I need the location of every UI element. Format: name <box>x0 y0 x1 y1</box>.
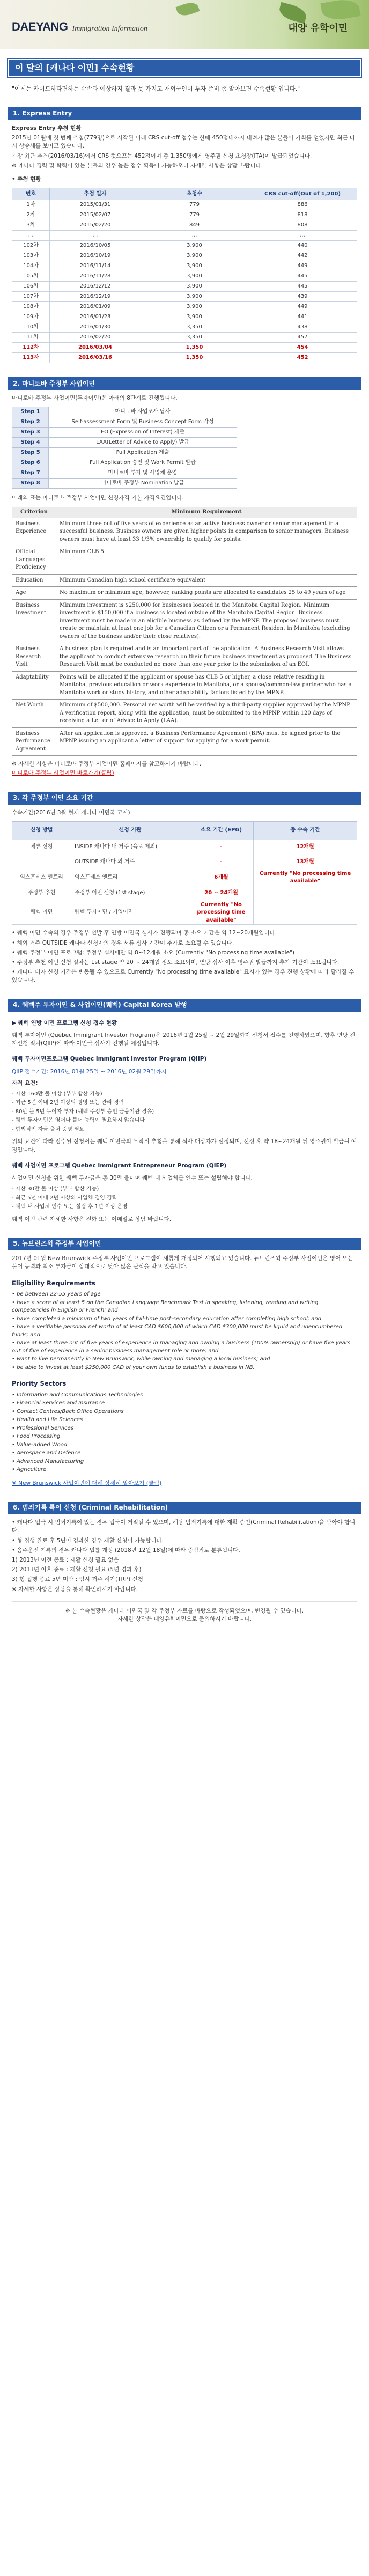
step-label: Step 1 <box>12 407 49 417</box>
list-item: • Value-added Wood <box>12 1441 68 1448</box>
table-cell: OUTSIDE 캐나다 외 거주 <box>71 855 189 870</box>
quebec-sub1-body: 퀘벡 투자이민 (Quebec Immigrant Investor Program)은 2016년 1월 25일 ~ 2월 29일까지 신청서 접수를 진행하였으며, 향후 연방 전자신청 절차(QIIP)에 따라 이민국 심사가 진행될 예정입니다. <box>12 1032 356 1047</box>
quebec-qiep-body: 사업이민 신청을 위한 퀘벡 투자금은 총 30만 불이며 퀘벡 내 사업체를 인수 또는 설립해야 합니다. <box>12 1175 253 1182</box>
table-cell: 439 <box>248 292 357 302</box>
step-label: Step 2 <box>12 417 49 428</box>
note-line: • 주정부 추천 이민 신청 절차는 1st stage 약 20 ~ 24개월 정도 소요되며, 연방 심사 이후 영주권 발급까지 추가 기간이 소요됩니다. <box>12 959 340 966</box>
note-line: • 캐나다 입국 시 범죄기록이 있는 경우 입국이 거절될 수 있으며, 해당 범죄기록에 대한 재활 승인(Criminal Rehabilitation)을 받아야 합니다. <box>12 1519 356 1534</box>
list-item: • want to live permanently in New Brunswick, while owning and managing a local business; and <box>12 1356 270 1363</box>
manitoba-req-intro: 아래의 표는 마니토바 주정부 사업이민 신청자격 기본 자격요건입니다. <box>12 495 184 502</box>
list-item: • Health and Life Sciences <box>12 1417 83 1423</box>
table-cell: 3,900 <box>141 312 248 322</box>
list-item: • have a score of at least 5 on the Canadian Language Benchmark Test in speaking, listening, reading and writing competencies in English or French; and <box>12 1299 319 1314</box>
table-cell: 2016/10/05 <box>50 241 141 251</box>
step-label: Step 6 <box>12 458 49 468</box>
table-row <box>12 901 357 925</box>
intro-quote: "이제는 카이드하다면하는 수속과 예상하지 결과 못 가지고 재외국인이 투자 준비 좀 알아보면 수속현황 입니다." <box>12 85 300 92</box>
criterion-cell: Adaptability <box>12 671 56 700</box>
table-cell: 445 <box>248 282 357 292</box>
table-cell: 449 <box>248 261 357 271</box>
table-row <box>12 282 357 292</box>
table-cell: 2016/01/30 <box>50 322 141 333</box>
table-cell: 1,350 <box>141 343 248 353</box>
list-item: - 자산 30만 불 이상 (부부 합산 가능) <box>12 1186 99 1193</box>
step-description: 마니토바 주정부 Nomination 발급 <box>49 479 237 489</box>
processing-notes <box>12 929 357 984</box>
table-cell: 3,350 <box>141 322 248 333</box>
table-cell: 113차 <box>12 353 50 363</box>
qiip-list <box>12 1091 357 1134</box>
criminal-body <box>12 1519 357 1594</box>
table-cell: 108차 <box>12 302 50 312</box>
section-express-entry-head: 1. Express Entry <box>8 107 361 120</box>
criterion-cell: Age <box>12 587 56 600</box>
section-manitoba-head: 2. 마니토바 주정부 사업이민 <box>8 377 361 390</box>
note-line: • 퀘벡 주정부 이민 프로그램: 주정부 심사에만 약 8~12개월 소요 (Currently "No processing time available") <box>12 949 294 956</box>
table-cell: 3,900 <box>141 292 248 302</box>
list-item: - 최근 5년 이내 2년 이상의 경영 또는 관리 경력 <box>12 1100 124 1106</box>
table-cell <box>254 886 357 901</box>
step-row <box>12 428 237 438</box>
section-quebec-head: 4. 퀘벡주 투자이민 & 사업이민(퀘벡) Capital Korea 발행 <box>8 999 361 1012</box>
list-item: - 퀘벡 투자이민은 영어나 불어 능력이 필요하지 않습니다 <box>12 1117 145 1124</box>
nb-link[interactable]: ※ New Brunswick 사업이민에 대해 상세히 알아보기 (클릭) <box>12 1480 162 1486</box>
leaf-decoration <box>320 0 360 23</box>
table-cell: 퀘벡 이민 <box>12 901 71 925</box>
table-cell: 3,900 <box>141 241 248 251</box>
step-description: 마니토바 사업조사 답사 <box>49 407 237 417</box>
requirement-row <box>12 587 357 600</box>
step-row <box>12 417 237 428</box>
table-cell: 2016/03/04 <box>50 343 141 353</box>
table-row <box>12 261 357 271</box>
table-cell: 109차 <box>12 312 50 322</box>
table-cell: 2016/03/16 <box>50 353 141 363</box>
table-cell: 3차 <box>12 220 50 231</box>
qiep-list <box>12 1186 357 1211</box>
table-cell: … <box>141 231 248 241</box>
table-cell: 2016/11/28 <box>50 271 141 282</box>
col-header: 소요 기간 (EPG) <box>189 821 254 840</box>
step-row <box>12 468 237 479</box>
table-row <box>12 292 357 302</box>
list-item: • Advanced Manufacturing <box>12 1458 84 1464</box>
col-header: 신청 기관 <box>71 821 189 840</box>
leaf-decoration <box>175 0 200 18</box>
table-cell: 익스프레스 엔트리 <box>71 870 189 886</box>
requirement-row <box>12 671 357 700</box>
table-cell: 102차 <box>12 241 50 251</box>
draw-results-table <box>12 188 357 363</box>
table-cell: 112차 <box>12 343 50 353</box>
table-row <box>12 333 357 343</box>
nb-body: 2017년 01월 New Brunswick 주정부 사업이민 프로그램이 새롭게 개정되어 시행되고 있습니다. 뉴브런즈윅 주정부 사업이민은 영어 또는 불어 능력과 최소 투자금이 상대적으로 낮아 많은 관심을 받고 있습니다. <box>12 1255 353 1270</box>
qiip-list-title: 자격 요건: <box>12 1079 38 1086</box>
table-cell: 818 <box>248 210 357 220</box>
section-express-entry-body <box>12 124 357 170</box>
table-row <box>12 200 357 210</box>
step-description: 마니토바 투자 및 사업체 운영 <box>49 468 237 479</box>
table-cell: 13개월 <box>254 855 357 870</box>
table-cell: 2015/02/20 <box>50 220 141 231</box>
criterion-cell: Net Worth <box>12 700 56 728</box>
processing-intro: 수속기간(2016년 3월 현재 캐나다 이민국 고시) <box>12 809 130 816</box>
note-line: 3) 형 집행 종료 5년 미만 : 임시 거주 허가(TRP) 신청 <box>12 1576 143 1583</box>
criterion-cell: Business Research Visit <box>12 643 56 672</box>
criterion-cell: Education <box>12 574 56 587</box>
list-item: • have a verifiable personal net worth of at least CAD $600,000 of which CAD $300,000 must be liquid and unencumbered funds; and <box>12 1324 343 1338</box>
quebec-note2: 퀘벡 이민 관련 자세한 사항은 전화 또는 이메일로 상담 바랍니다. <box>12 1216 172 1223</box>
step-label: Step 8 <box>12 479 49 489</box>
quebec-qiep-title: 퀘벡 사업이민 프로그램 Quebec Immigrant Entrepreneur Program (QIEP) <box>12 1162 227 1169</box>
criterion-cell: Official Languages Proficiency <box>12 546 56 575</box>
step-label: Step 7 <box>12 468 49 479</box>
list-item: - 합법적인 자금 출처 증명 필요 <box>12 1126 85 1132</box>
step-label: Step 5 <box>12 448 49 458</box>
table-cell: 441 <box>248 312 357 322</box>
closing-note: ※ 본 수속현황은 캐나다 이민국 및 각 주정부 자료를 바탕으로 작성되었으며, 변경될 수 있습니다. 자세한 상담은 대양유학이민으로 문의하시기 바랍니다. <box>65 1607 304 1623</box>
step-row <box>12 458 237 468</box>
nb-eligibility-list <box>12 1291 357 1372</box>
table-cell: 779 <box>141 210 248 220</box>
list-item: • Agriculture <box>12 1467 47 1473</box>
col-header: 총 수속 기간 <box>254 821 357 840</box>
table-cell: 주정부 추천 <box>12 886 71 901</box>
table-cell: 2차 <box>12 210 50 220</box>
requirement-cell: Minimum three out of five years of experience as an active business owner or senior management in a successful business. Business owners are given higher points in comparison to senior managers. Business owners must have at least 33 1/3% ownership to qualify for points. <box>56 518 357 546</box>
section-new-brunswick-head: 5. 뉴브런즈윅 주정부 사업이민 <box>8 1238 361 1250</box>
table-row <box>12 231 357 241</box>
table-row <box>12 322 357 333</box>
list-item: • have completed a minimum of two years of full-time post-secondary education after completing high school; and <box>12 1315 322 1322</box>
table-cell: 3,900 <box>141 251 248 261</box>
list-item: • Food Processing <box>12 1433 61 1440</box>
col-header: Criterion <box>12 507 56 518</box>
section-processing-head: 3. 각 주정부 이민 소요 기간 <box>8 792 361 805</box>
list-item: - 80만 불 5년 무이자 투자 (퀘벡 주정부 승인 금융기관 경유) <box>12 1108 154 1115</box>
requirement-cell: No maximum or minimum age; however, ranking points are allocated to candidates 25 to 49 years of age <box>56 587 357 600</box>
table-cell: 106차 <box>12 282 50 292</box>
table-cell: 1,350 <box>141 353 248 363</box>
brand <box>12 18 147 35</box>
table-cell: 3,350 <box>141 333 248 343</box>
table-row <box>12 271 357 282</box>
col-header: 신청 방법 <box>12 821 71 840</box>
table-cell: Currently "No processing time available" <box>189 901 254 925</box>
table-cell: 779 <box>141 200 248 210</box>
draw-table-title: • 추첨 현황 <box>12 176 41 183</box>
table-cell: … <box>248 231 357 241</box>
table-row <box>12 302 357 312</box>
table-cell: 452 <box>248 353 357 363</box>
quebec-note1: 위의 요건에 따라 접수된 신청서는 퀘벡 이민국의 무작위 추첨을 통해 심사 대상자가 선정되며, 선정 후 약 18~24개월 뒤 영주권이 발급될 예정입니다. <box>12 1138 357 1153</box>
col-header: 추첨 일자 <box>50 188 141 200</box>
quebec-sub1: ▶ 퀘벡 연방 이민 프로그램 신청 접수 현황 <box>12 1019 117 1026</box>
table-cell: 445 <box>248 271 357 282</box>
brand-name: DAEYANG <box>12 20 68 33</box>
table-cell: 457 <box>248 333 357 343</box>
note-line: 2) 2013년 이후 종료 : 재활 신청 필요 (5년 경과 후) <box>12 1566 142 1573</box>
requirement-row <box>12 700 357 728</box>
table-cell: 110차 <box>12 322 50 333</box>
table-cell: 2016/01/23 <box>50 312 141 322</box>
table-cell: - <box>189 855 254 870</box>
table-row <box>12 840 357 855</box>
nb-priority-title: Priority Sectors <box>12 1380 67 1388</box>
ee-line: Express Entry 추첨 현황 <box>12 124 82 131</box>
step-label: Step 4 <box>12 438 49 448</box>
requirement-cell: Points will be allocated if the applicant or spouse has CLB 5 or higher, a close relative residing in Manitoba, previous education or work experience in Manitoba, or a spouse/common-law partner who has a Manitoba work or study history, and other adaptability factors listed by the MPNP. <box>56 671 357 700</box>
table-row <box>12 353 357 363</box>
table-cell: - <box>189 840 254 855</box>
table-cell: 체류 신청 <box>12 840 71 855</box>
criterion-cell: Business Experience <box>12 518 56 546</box>
table-cell: 104차 <box>12 261 50 271</box>
table-row <box>12 220 357 231</box>
table-cell: 2016/10/19 <box>50 251 141 261</box>
table-cell: 886 <box>248 200 357 210</box>
ee-line: 가장 최근 추첨(2016/03/16)에서 CRS 컷오프는 452점이며 총 1,350명에게 영주권 신청 초청장(ITA)이 발급되었습니다. <box>12 152 312 159</box>
table-cell: 440 <box>248 241 357 251</box>
ee-line: 2015년 01월에 첫 번째 추첨(779명)으로 시작된 이래 CRS cut-off 점수는 한때 450점대까지 내려가 많은 분들이 기회를 얻었지만 최근 다시 상승세를 보이고 있습니다. <box>12 135 356 150</box>
manitoba-requirements-table <box>12 507 357 756</box>
page-title: 이 달의 [캐나다 이민] 수속현황 <box>8 59 361 77</box>
step-row <box>12 407 237 417</box>
requirement-row <box>12 643 357 672</box>
table-cell: 2015/02/07 <box>50 210 141 220</box>
brand-subtitle: Immigration Information <box>72 25 147 33</box>
manitoba-intro: 마니토바 주정부 사업이민(투자이민)은 아래의 8단계로 진행됩니다. <box>12 395 178 402</box>
requirement-cell: Minimum CLB 5 <box>56 546 357 575</box>
list-item: • Professional Services <box>12 1425 73 1431</box>
step-row <box>12 448 237 458</box>
table-cell: 3,900 <box>141 282 248 292</box>
requirement-row <box>12 599 357 643</box>
table-cell: Currently "No processing time available" <box>254 870 357 886</box>
table-cell: 12개월 <box>254 840 357 855</box>
requirement-cell: After an application is approved, a Business Performance Agreement (BPA) must be signed prior to the MPNP issuing an applicant a letter of support for applying for a work permit. <box>56 727 357 756</box>
requirement-row <box>12 546 357 575</box>
table-row <box>12 855 357 870</box>
note-line: 1) 2013년 이전 종료 : 재활 신청 필요 없음 <box>12 1556 119 1563</box>
requirement-row <box>12 727 357 756</box>
table-row <box>12 343 357 353</box>
step-description: LAA(Letter of Advice to Apply) 발급 <box>49 438 237 448</box>
note-line: ※ 자세한 사항은 상담을 통해 확인하시기 바랍니다. <box>12 1586 138 1593</box>
col-header: Minimum Requirement <box>56 507 357 518</box>
manitoba-steps-table <box>12 407 237 489</box>
table-cell: 454 <box>248 343 357 353</box>
list-item: • be between 22-55 years of age <box>12 1291 101 1298</box>
ee-line: ※ 캐나다 경력 및 학력이 있는 분들의 경우 높은 점수 획득이 가능하오니 자세한 사항은 상담 바랍니다. <box>12 162 263 169</box>
note-line: • 형 집행 완료 후 5년이 경과한 경우 재활 신청이 가능합니다. <box>12 1537 164 1544</box>
table-row <box>12 870 357 886</box>
table-cell: 2016/01/09 <box>50 302 141 312</box>
table-cell: 2016/12/12 <box>50 282 141 292</box>
list-item: • Information and Communications Technologies <box>12 1392 143 1398</box>
nb-priority-list <box>12 1392 357 1474</box>
step-description: Self-assessment Form 및 Business Concept Form 작성 <box>49 417 237 428</box>
note-line: • 퀘벡 이민 수속의 경우 주정부 선발 후 연방 이민국 심사가 진행되며 총 소요 기간은 약 12~20개월입니다. <box>12 930 277 937</box>
requirement-row <box>12 574 357 587</box>
divider <box>12 1601 357 1602</box>
table-cell: 449 <box>248 302 357 312</box>
table-cell: 442 <box>248 251 357 261</box>
list-item: • Contact Centres/Back Office Operations <box>12 1408 124 1415</box>
note-line: • 캐나다 비자 신청 기간은 변동될 수 있으므로 Currently "No processing time available" 표시가 있는 경우 진행 상황에 따라 달라질 수 있습니다. <box>12 969 355 984</box>
criterion-cell: Business Performance Agreement <box>12 727 56 756</box>
manitoba-footer: ※ 자세한 사항은 마니토바 주정부 사업이민 홈페이지를 참고하시기 바랍니다. <box>12 761 202 768</box>
processing-time-table <box>12 821 357 925</box>
table-row <box>12 312 357 322</box>
table-cell: 105차 <box>12 271 50 282</box>
table-cell: 1차 <box>12 200 50 210</box>
col-header: CRS cut-off(Out of 1,200) <box>248 188 357 200</box>
table-cell: INSIDE 캐나다 내 거주 (육로 제외) <box>71 840 189 855</box>
table-row <box>12 251 357 261</box>
col-header: 번호 <box>12 188 50 200</box>
list-item: • have at least three out of five years of experience in managing and owning a business (100% ownership) or have five years out of five of experience in a senior business management role or more; and <box>12 1340 351 1354</box>
table-cell: 2016/12/19 <box>50 292 141 302</box>
list-item: • Financial Services and Insurance <box>12 1400 105 1407</box>
table-row <box>12 210 357 220</box>
table-cell: 3,900 <box>141 302 248 312</box>
step-row <box>12 438 237 448</box>
table-cell: 103차 <box>12 251 50 261</box>
list-item: - 자산 160만 불 이상 (부부 합산 가능) <box>12 1091 102 1097</box>
col-header: 초청수 <box>141 188 248 200</box>
table-cell: 6개월 <box>189 870 254 886</box>
table-cell: 2016/11/14 <box>50 261 141 271</box>
step-description: Full Application 제출 <box>49 448 237 458</box>
table-cell: 20 ~ 24개월 <box>189 886 254 901</box>
requirement-cell: A business plan is required and is an important part of the application. A Business Research Visit allows the applicant to conduct extensive research on their future business investment as proposed. The Business Research Visit must be conducted no more than one year prior to the submission of an EOI. <box>56 643 357 672</box>
table-cell <box>12 855 71 870</box>
table-cell: 2015/01/31 <box>50 200 141 210</box>
requirement-cell: Minimum of $500,000. Personal net worth will be verified by a third-party supplier approved by the MPNP. A verification report, along with the application, must be submitted to the MPNP within 120 days of receiving a Letter of Advice to Apply (LAA). <box>56 700 357 728</box>
section-criminal-head: 6. 범죄기록 특이 신청 (Criminal Rehabilitation) <box>8 1502 361 1514</box>
table-cell: 111차 <box>12 333 50 343</box>
table-cell: 3,900 <box>141 271 248 282</box>
requirement-cell: Minimum Canadian high school certificate equivalent <box>56 574 357 587</box>
note-line: • 해외 거주 OUTSIDE 캐나다 신청자의 경우 서류 심사 기간이 추가로 소요될 수 있습니다. <box>12 939 234 946</box>
table-row <box>12 241 357 251</box>
manitoba-link[interactable]: 마니토바 주정부 사업이민 바로가기(클릭) <box>12 770 114 777</box>
step-description: Full Application 승인 및 Work Permit 발급 <box>49 458 237 468</box>
table-cell: 107차 <box>12 292 50 302</box>
step-description: EOI(Expression of Interest) 제출 <box>49 428 237 438</box>
requirement-row <box>12 518 357 546</box>
table-cell: 3,900 <box>141 261 248 271</box>
quebec-qiip-link[interactable]: QIIP 접수기간: 2016년 01월 25일 ~ 2016년 02월 29일까지 <box>12 1068 167 1075</box>
header-signature: 대양 유학이민 <box>288 23 348 34</box>
requirement-cell: Minimum investment is $250,000 for businesses located in the Manitoba Capital Region. Minimum investment is $150,000 if a business is located outside of the Manitoba Capital Region. Business investment must be made in an eligible business as defined by the MPNP. The proposed business must create or maintain at least one job for a Canadian Citizen or a Permanent Resident in Manitoba (excluding owners of the business and/or their close relatives). <box>56 599 357 643</box>
table-cell <box>254 901 357 925</box>
table-cell: 주정부 이민 신청 (1st stage) <box>71 886 189 901</box>
table-cell: 849 <box>141 220 248 231</box>
step-label: Step 3 <box>12 428 49 438</box>
table-cell: 808 <box>248 220 357 231</box>
page-header <box>0 0 369 49</box>
table-row <box>12 886 357 901</box>
note-line: • 음주운전 기록의 경우 캐나다 법률 개정 (2018년 12월 18일)에 따라 중범죄로 분류됩니다. <box>12 1547 240 1554</box>
list-item: - 최근 5년 이내 2년 이상의 사업체 경영 경력 <box>12 1195 117 1201</box>
leaf-decoration <box>277 2 308 24</box>
table-cell: 익스프레스 엔트리 <box>12 870 71 886</box>
table-cell: 438 <box>248 322 357 333</box>
list-item: • Aerospace and Defence <box>12 1450 81 1456</box>
quebec-qiip-title: 퀘벡 투자이민프로그램 Quebec Immigrant Investor Program (QIIP) <box>12 1056 207 1063</box>
step-row <box>12 479 237 489</box>
nb-eligibility-title: Eligibility Requirements <box>12 1279 95 1287</box>
table-cell: 퀘벡 투자이민 / 기업이민 <box>71 901 189 925</box>
list-item: • be able to invest at least $250,000 CAD of your own funds to establish a business in NB. <box>12 1364 255 1371</box>
table-cell: … <box>12 231 50 241</box>
list-item: - 퀘벡 내 사업체 인수 또는 설립 후 1년 이상 운영 <box>12 1204 128 1210</box>
table-cell: 2016/02/20 <box>50 333 141 343</box>
criterion-cell: Business Investment <box>12 599 56 643</box>
table-cell: … <box>50 231 141 241</box>
